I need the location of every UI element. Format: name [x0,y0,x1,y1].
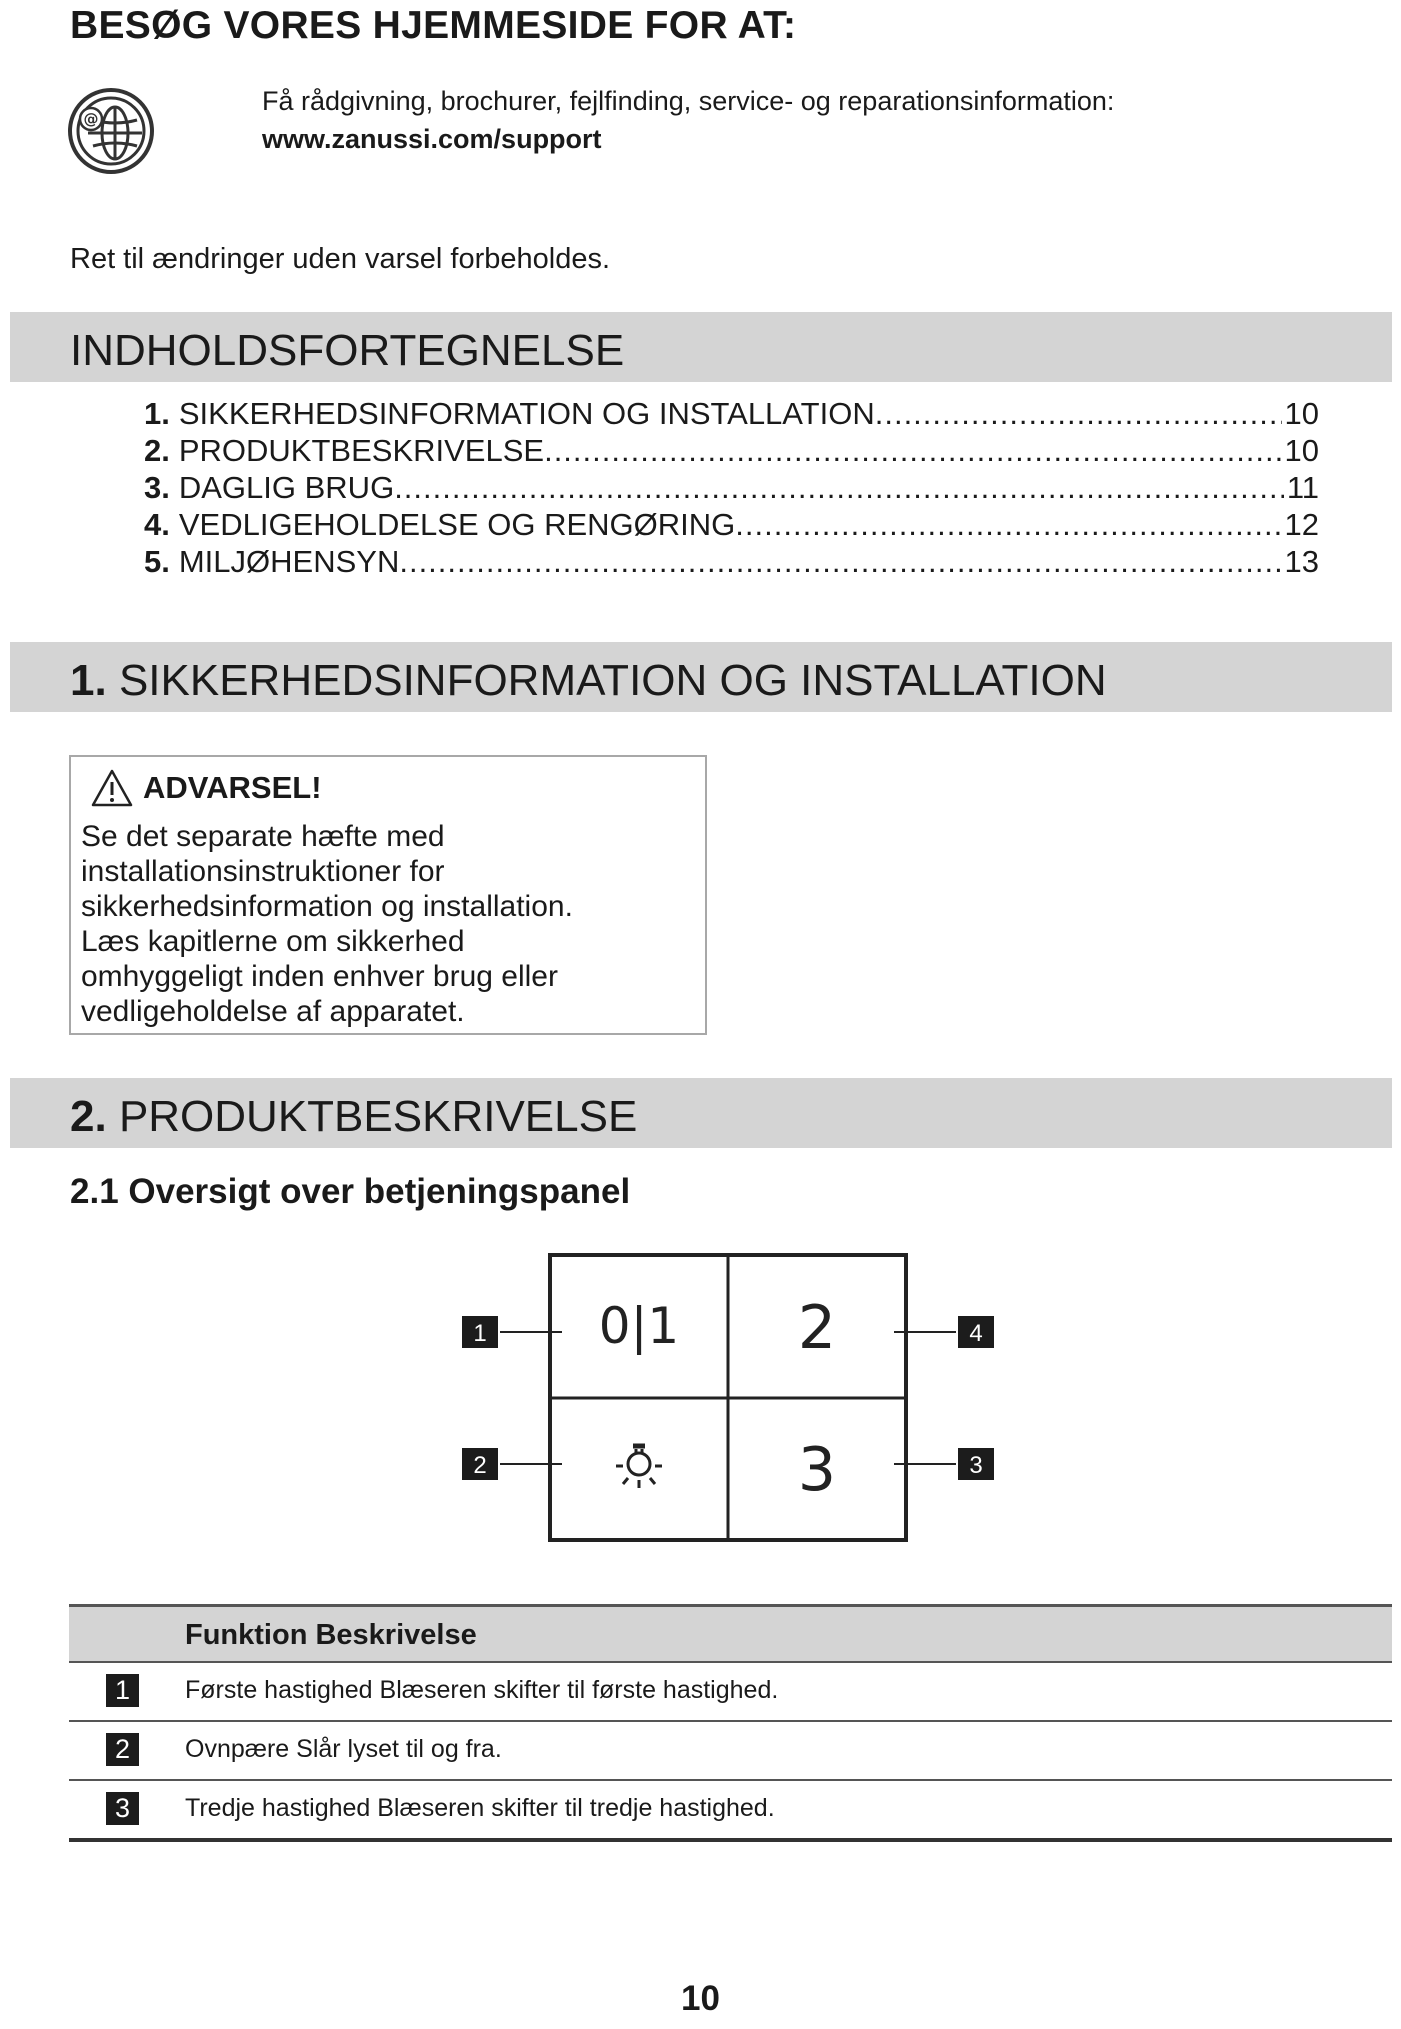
row-number-badge: 1 [106,1674,139,1707]
warning-line: vedligeholdelse af apparatet. [81,995,465,1028]
section1-title [70,656,1107,706]
website-info [262,82,1114,158]
table-header-label: Funktion Beskrivelse [185,1619,477,1651]
function-table [69,1604,1392,1842]
warning-line: installationsinstruktioner for [81,855,445,888]
callout-number: 4 [969,1320,983,1347]
warning-text [81,819,681,1029]
toc-item[interactable] [144,470,1319,507]
toc-item[interactable] [144,544,1319,581]
callout-number: 1 [473,1320,487,1347]
toc-leader-dots [735,507,1281,543]
warning-line: Læs kapitlerne om sikkerhed [81,925,465,958]
svg-text:@: @ [83,110,99,128]
toc-item-page: 10 [1284,433,1319,468]
warning-line: sikkerhedsinformation og installation. [81,890,573,923]
table-row [69,1722,1392,1781]
warning-triangle-icon [91,769,133,807]
section1-title-text: SIKKERHEDSINFORMATION OG INSTALLATION [118,656,1107,705]
section2-title [70,1092,637,1142]
warning-box [69,755,707,1035]
toc-item-label: MILJØHENSYN [178,544,400,579]
visit-website-title: BESØG VORES HJEMMESIDE FOR AT: [70,4,797,47]
speed-3-button-label[interactable]: 3 [797,1435,837,1505]
toc-item-number: 1. [144,396,170,431]
toc-item-page: 12 [1284,507,1319,542]
table-of-contents [144,396,1319,581]
row-number-badge: 3 [106,1792,139,1825]
toc-header-band [10,312,1392,382]
row-description: Ovnpære Slår lyset til og fra. [185,1735,502,1763]
row-description: Første hastighed Blæseren skifter til første hastighed. [185,1676,779,1704]
toc-leader-dots [544,433,1281,469]
support-url-link[interactable]: www.zanussi.com/support [262,124,602,154]
toc-item-label: VEDLIGEHOLDELSE OG RENGØRING [178,507,736,542]
help-text: Få rådgivning, brochurer, fejlfinding, service- og reparationsinformation: [262,86,1115,116]
toc-title: INDHOLDSFORTEGNELSE [70,326,625,375]
toc-item-page: 13 [1284,544,1319,579]
warning-header [91,769,322,807]
section2-header-band [10,1078,1392,1148]
toc-leader-dots [399,544,1281,580]
control-panel-diagram [450,1250,1010,1550]
row-description: Tredje hastighed Blæseren skifter til tredje hastighed. [185,1794,775,1822]
toc-item[interactable] [144,396,1319,433]
change-notice: Ret til ændringer uden varsel forbeholdes. [70,243,611,275]
toc-item[interactable] [144,433,1319,470]
section2-number: 2. [70,1092,107,1141]
toc-item-page: 11 [1286,470,1319,505]
section1-number: 1. [70,656,107,705]
warning-line: omhyggeligt inden enhver brug eller [81,960,558,993]
toc-item-label: DAGLIG BRUG [178,470,395,505]
on-off-button-label[interactable]: 0|1 [598,1297,680,1355]
toc-item-number: 5. [144,544,170,579]
page-number: 10 [681,1979,720,2018]
toc-item-label: SIKKERHEDSINFORMATION OG INSTALLATION [178,396,875,431]
toc-item-number: 2. [144,433,170,468]
toc-item-number: 3. [144,470,170,505]
table-row [69,1663,1392,1722]
warning-title: ADVARSEL! [143,770,322,805]
table-header [69,1607,1392,1663]
toc-leader-dots [394,470,1284,506]
toc-leader-dots [875,396,1282,432]
toc-item-page: 10 [1284,396,1319,431]
subsection-title: 2.1 Oversigt over betjeningspanel [70,1172,631,1211]
callout-number: 2 [473,1452,487,1479]
row-number-badge: 2 [106,1733,139,1766]
section1-header-band [10,642,1392,712]
globe-web-icon [66,86,156,176]
toc-item[interactable] [144,507,1319,544]
section2-title-text: PRODUKTBESKRIVELSE [118,1092,638,1141]
toc-item-number: 4. [144,507,170,542]
speed-2-button-label[interactable]: 2 [797,1293,837,1363]
warning-line: Se det separate hæfte med [81,820,445,853]
toc-item-label: PRODUKTBESKRIVELSE [178,433,545,468]
table-row [69,1781,1392,1842]
callout-number: 3 [969,1452,983,1479]
